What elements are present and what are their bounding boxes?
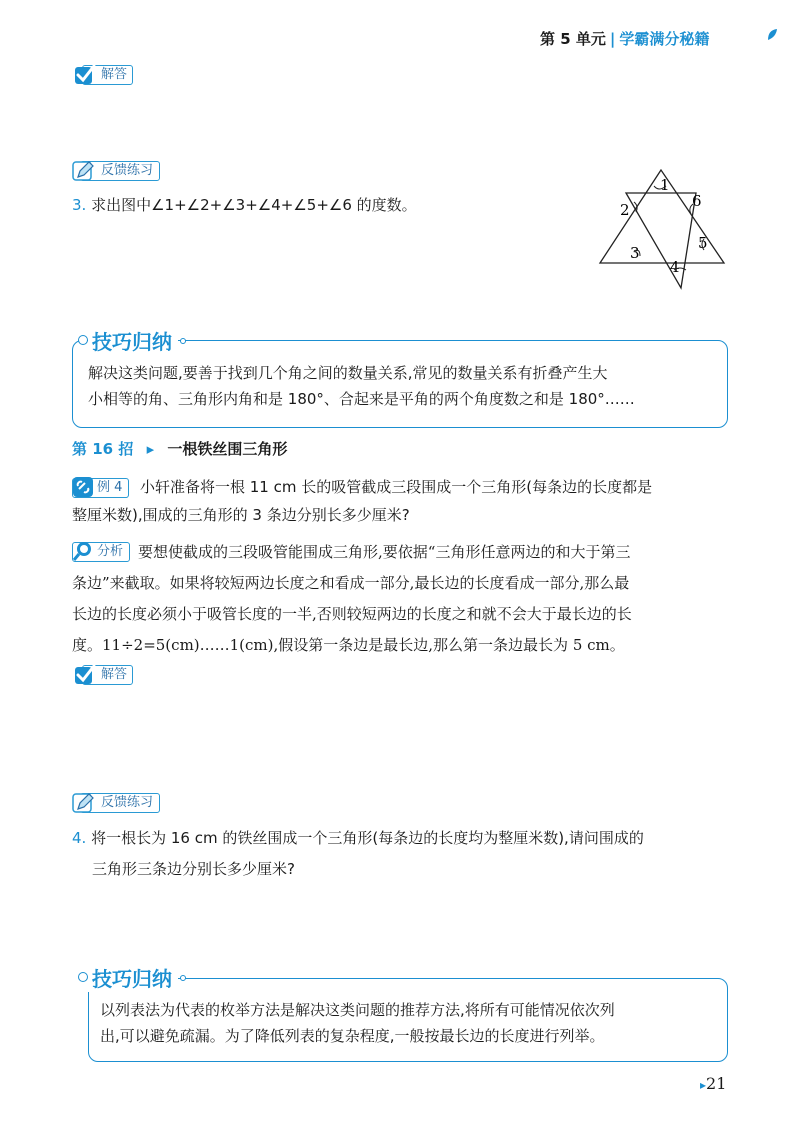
- bullet-icon: [180, 338, 186, 344]
- feedback-label: 反馈练习: [80, 793, 160, 813]
- hexagram-figure: [596, 166, 726, 291]
- move-heading: [72, 438, 287, 459]
- tip-line: 以列表法为代表的枚举方法是解决这类问题的推荐方法,将所有可能情况依次列: [100, 1001, 615, 1019]
- analysis-text: 度。11÷2=5(cm)……1(cm),假设第一条边是最长边,那么第一条边最长为 5 cm。: [72, 636, 625, 654]
- answer-tag: [74, 64, 133, 86]
- question-number: 3.: [72, 196, 87, 214]
- brand-label: 学霸满分秘籍: [619, 30, 710, 48]
- example-text: 小轩准备将一根 11 cm 长的吸管截成三段围成一个三角形(每条边的长度都是: [140, 478, 653, 496]
- answer-label: 解答: [82, 65, 133, 85]
- analysis-text: 长边的长度必须小于吸管长度的一半,否则较短两边的长度之和就不会大于最长边的长: [72, 605, 632, 623]
- example-label: 例 4: [72, 478, 129, 498]
- bullet-icon: [78, 972, 88, 982]
- tip-heading: [78, 326, 186, 355]
- feedback-label: 反馈练习: [80, 161, 160, 181]
- angle-label: 1: [660, 176, 670, 194]
- tip-heading: [78, 963, 186, 992]
- example-tag: [72, 476, 129, 498]
- tip-title: 技巧归纳: [88, 326, 178, 355]
- question-3: [72, 194, 417, 216]
- question-text: 三角形三条边分别长多少厘米?: [92, 860, 295, 878]
- answer-label: 解答: [82, 665, 133, 685]
- header-separator: |: [609, 30, 616, 48]
- leaf-icon: [766, 28, 778, 42]
- question-text: 将一根长为 16 cm 的铁丝围成一个三角形(每条边的长度均为整厘米数),请问围成的: [91, 829, 644, 847]
- angle-label: 6: [692, 192, 702, 210]
- example-text: 整厘米数),围成的三角形的 3 条边分别长多少厘米?: [72, 506, 410, 524]
- tip-body: [100, 997, 720, 1049]
- arrow-icon: ▸: [700, 1078, 707, 1092]
- arrow-icon: ▸: [146, 440, 155, 458]
- analysis-label: 分析: [72, 542, 130, 562]
- link-icon: [72, 476, 94, 498]
- move-title: 一根铁丝围三角形: [167, 440, 288, 458]
- feedback-tag: [72, 792, 160, 814]
- magnifier-icon: [72, 540, 96, 562]
- pencil-icon: [72, 792, 96, 814]
- unit-label: 第 5 单元: [540, 30, 606, 48]
- angle-label: 5: [698, 234, 708, 252]
- tip-body: [88, 360, 718, 412]
- pencil-icon: [72, 160, 96, 182]
- tip-title: 技巧归纳: [88, 963, 178, 992]
- bullet-icon: [78, 335, 88, 345]
- page-number: [700, 1074, 726, 1093]
- checkmark-icon: [74, 664, 96, 686]
- angle-label: 2: [620, 201, 630, 219]
- angle-label: 3: [630, 244, 640, 262]
- page-header: [540, 28, 780, 52]
- checkmark-icon: [74, 64, 96, 86]
- feedback-tag: [72, 160, 160, 182]
- question-number: 4.: [72, 829, 87, 847]
- question-text: 求出图中∠1+∠2+∠3+∠4+∠5+∠6 的度数。: [91, 196, 417, 214]
- tip-line: 解决这类问题,要善于找到几个角之间的数量关系,常见的数量关系有折叠产生大: [88, 364, 608, 382]
- question-4: [72, 824, 644, 852]
- analysis-text: 条边”来截取。如果将较短两边长度之和看成一部分,最长边的长度看成一部分,那么最: [72, 574, 630, 592]
- bullet-icon: [180, 975, 186, 981]
- page-number-value: 21: [706, 1074, 727, 1093]
- tip-line: 出,可以避免疏漏。为了降低列表的复杂程度,一般按最长边的长度进行列举。: [100, 1027, 605, 1045]
- analysis-text: 要想使截成的三段吸管能围成三角形,要依据“三角形任意两边的和大于第三: [138, 543, 631, 561]
- tip-line: 小相等的角、三角形内角和是 180°、合起来是平角的两个角度数之和是 180°……: [88, 390, 635, 408]
- move-number: 第 16 招: [72, 440, 134, 458]
- answer-tag: [74, 664, 133, 686]
- analysis-tag: [72, 540, 130, 562]
- angle-label: 4: [670, 258, 680, 276]
